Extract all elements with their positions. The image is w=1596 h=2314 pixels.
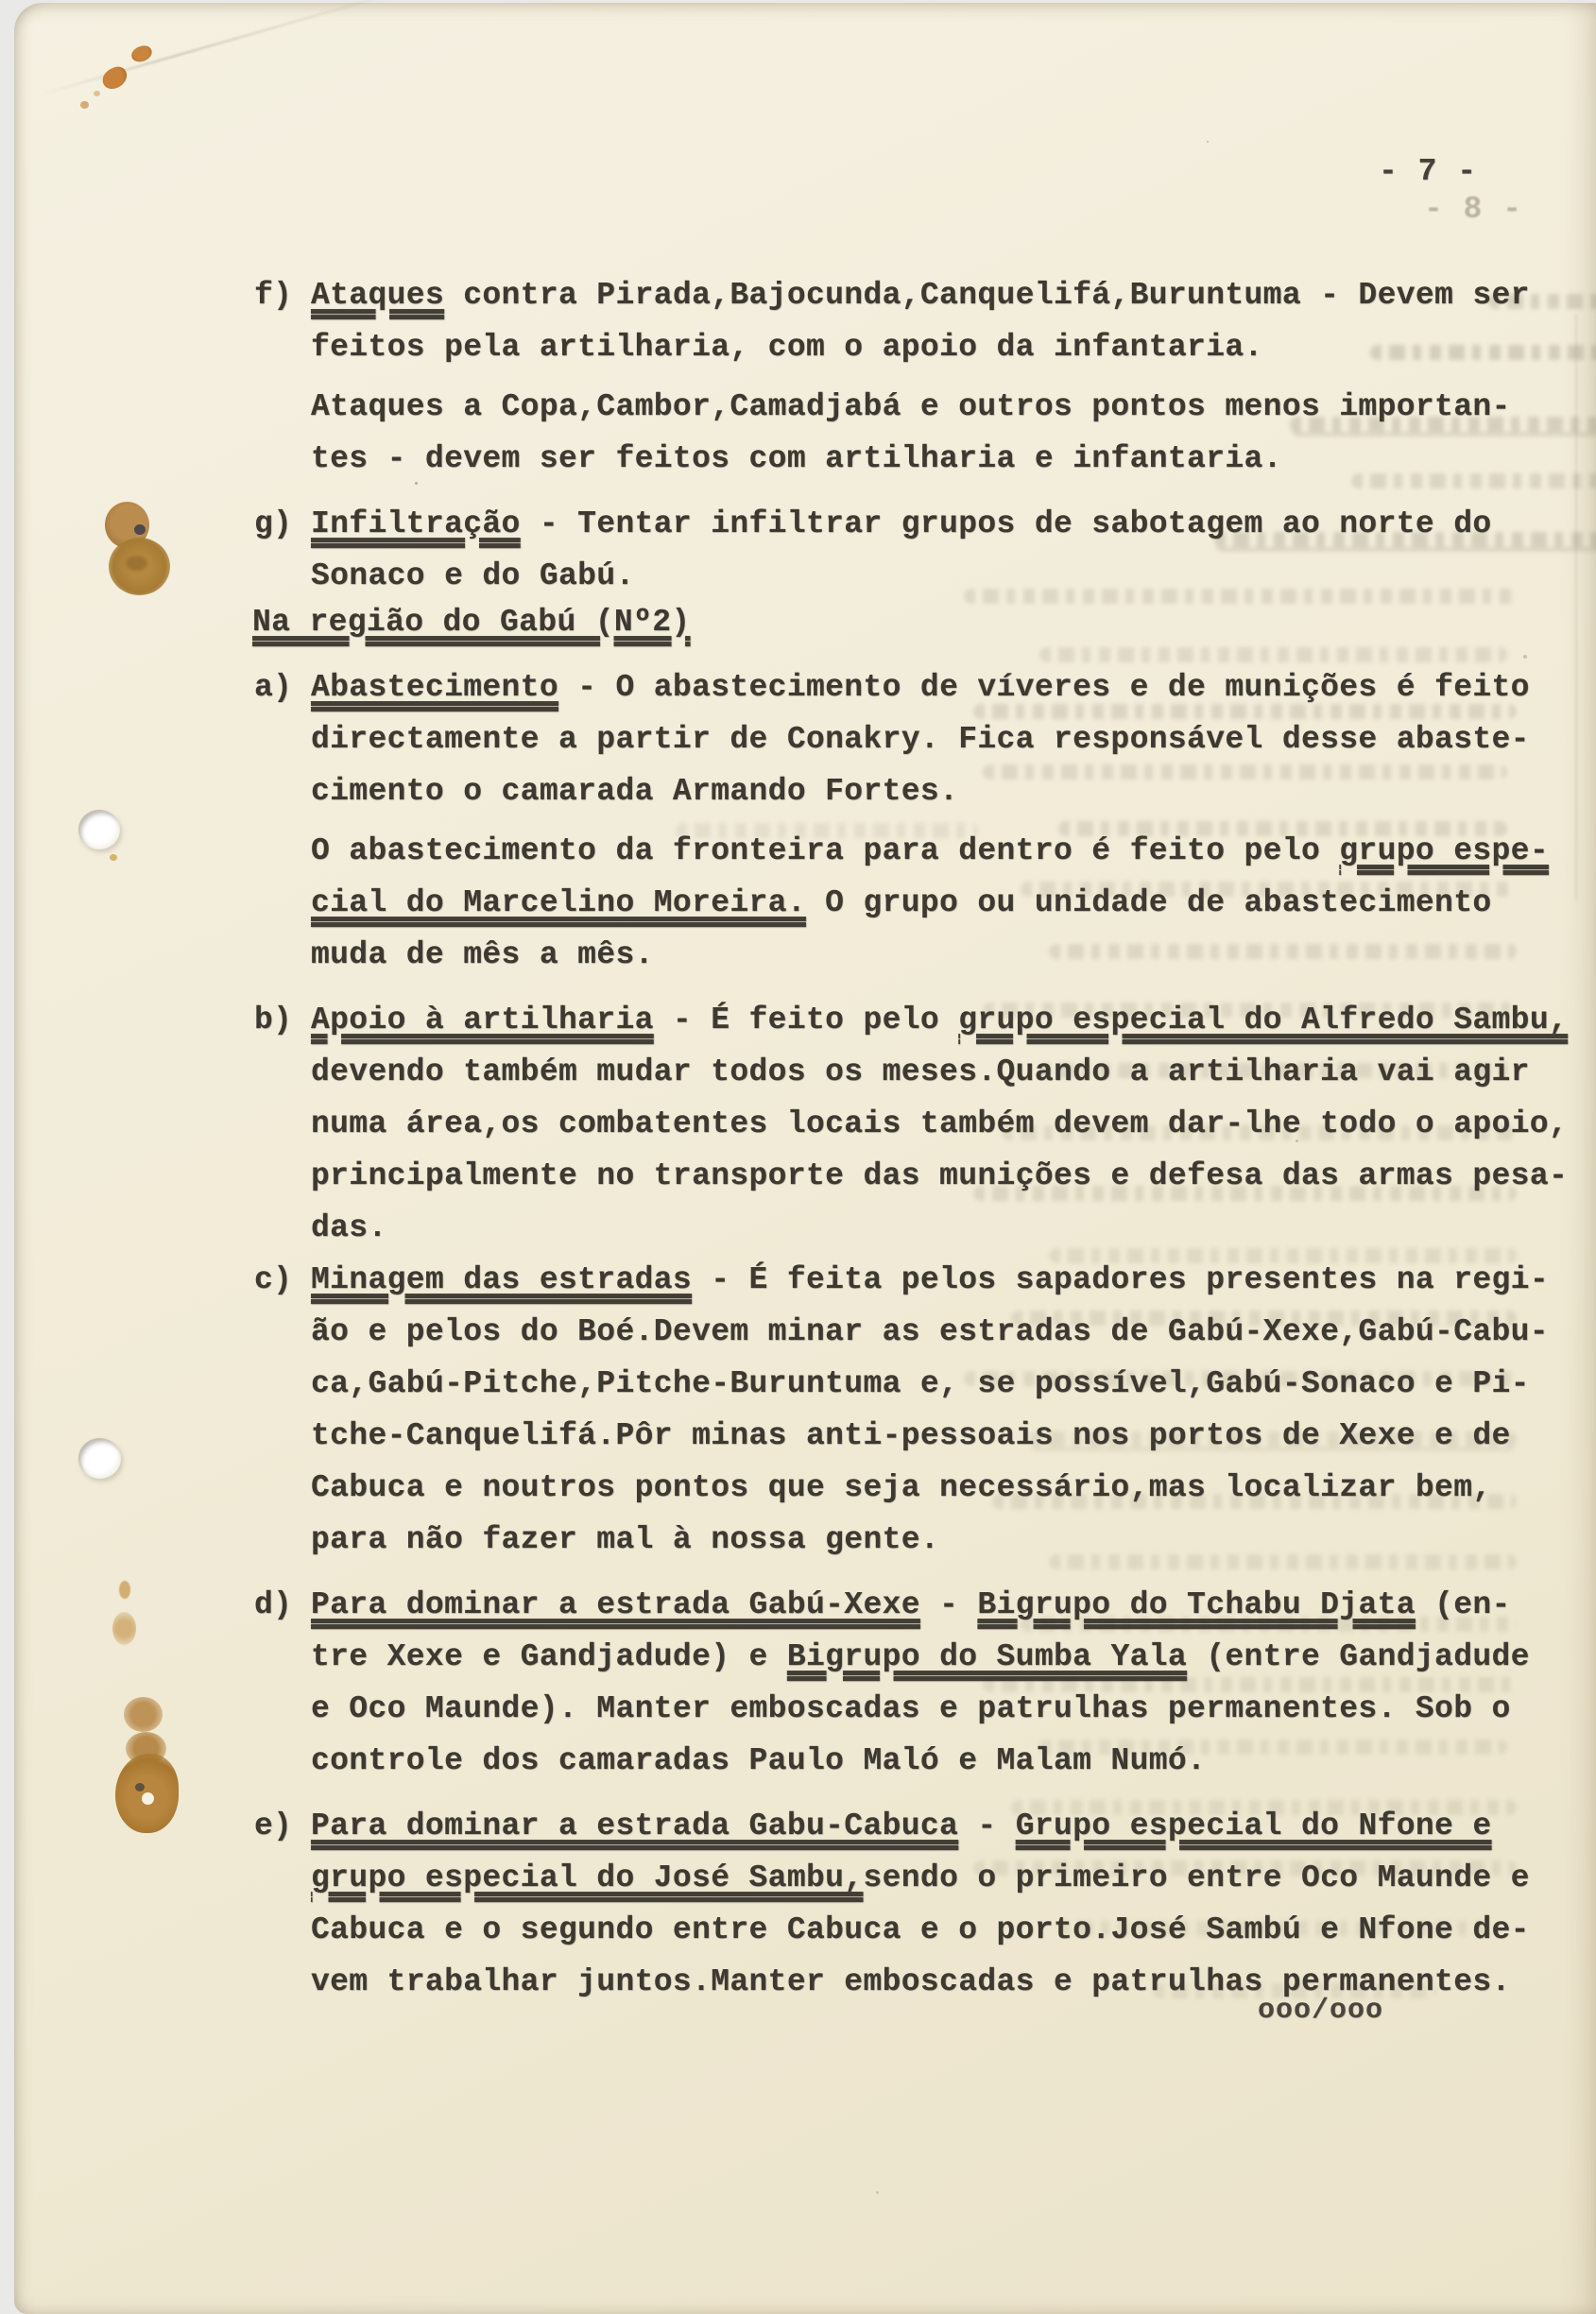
text-line bbox=[311, 1800, 1594, 1852]
text-line bbox=[311, 1358, 1594, 1410]
item-marker: f) bbox=[254, 278, 293, 313]
underlined-text: Bigrupo do Tchabu Djata bbox=[977, 1587, 1416, 1622]
underlined-text: grupo espe- bbox=[1339, 833, 1549, 868]
text-segment: contra Pirada,Bajocunda,Canquelifá,Buruntuma - Devem ser bbox=[444, 278, 1530, 313]
text-line bbox=[311, 1254, 1594, 1306]
text-segment: - bbox=[958, 1808, 1016, 1843]
text-line bbox=[311, 433, 1594, 485]
text-line bbox=[311, 765, 1594, 817]
text-segment: directamente a partir de Conakry. Fica responsável desse abaste- bbox=[311, 722, 1530, 757]
brown-speck bbox=[119, 1581, 130, 1599]
item-marker: g) bbox=[254, 506, 293, 541]
text-line bbox=[311, 713, 1594, 765]
list-item-b bbox=[252, 994, 1594, 1254]
text-segment: tes - devem ser feitos com artilharia e infantaria. bbox=[311, 441, 1282, 476]
list-item-c bbox=[252, 1254, 1594, 1566]
text-line bbox=[311, 929, 1594, 981]
text-segment: tche-Canquelifá.Pôr minas anti-pessoais nos portos de Xexe e de bbox=[311, 1418, 1511, 1453]
text-segment: - É feito pelo bbox=[653, 1003, 959, 1037]
rust-speck bbox=[94, 91, 100, 96]
text-line bbox=[311, 1202, 1594, 1254]
document-body bbox=[252, 269, 1594, 2008]
dark-speck bbox=[134, 524, 146, 535]
text-segment: das. bbox=[311, 1210, 387, 1245]
text-line bbox=[311, 1410, 1594, 1462]
text-segment: devendo também mudar todos os meses.Quando a artilharia vai agir bbox=[311, 1054, 1530, 1089]
stain-core bbox=[126, 556, 147, 571]
underlined-text: grupo especial do José Sambu, bbox=[311, 1860, 864, 1895]
text-segment: numa área,os combatentes locais também devem dar-lhe todo o apoio, bbox=[311, 1106, 1569, 1141]
text-line bbox=[311, 498, 1594, 550]
text-segment: (entre Gandjadude bbox=[1187, 1639, 1530, 1674]
text-segment: O grupo ou unidade de abastecimento bbox=[805, 885, 1492, 920]
underlined-text: grupo especial do Alfredo Sambu, bbox=[958, 1003, 1569, 1037]
text-segment: ca,Gabú-Pitche,Pitche-Buruntuma e, se possível,Gabú-Sonaco e Pi- bbox=[311, 1366, 1530, 1401]
dark-speck bbox=[135, 1783, 145, 1791]
brown-speck bbox=[112, 1612, 136, 1645]
continuation-mark: ooo/ooo bbox=[1258, 1995, 1384, 2027]
underlined-text: Infiltração bbox=[311, 506, 521, 541]
brown-stain bbox=[124, 1697, 163, 1732]
item-marker: b) bbox=[254, 1003, 293, 1037]
text-line bbox=[311, 877, 1594, 929]
text-segment: ão e pelos do Boé.Devem minar as estradas de Gabú-Xexe,Gabú-Cabu- bbox=[311, 1314, 1549, 1349]
text-segment: - bbox=[919, 1587, 978, 1622]
dust-speck bbox=[876, 2191, 879, 2194]
list-item-g bbox=[252, 498, 1594, 602]
white-speck bbox=[142, 1792, 154, 1805]
list-item-e bbox=[252, 1800, 1594, 2008]
text-line bbox=[311, 321, 1594, 373]
list-item-d bbox=[252, 1579, 1594, 1787]
underlined-text: Na região do Gabú (Nº2) bbox=[252, 605, 691, 640]
text-segment: Cabuca e o segundo entre Cabuca e o porto.José Sambú e Nfone de- bbox=[311, 1912, 1530, 1947]
text-line bbox=[311, 269, 1594, 321]
text-line bbox=[311, 1579, 1594, 1631]
text-line bbox=[311, 1735, 1594, 1787]
underlined-text: Abastecimento bbox=[311, 670, 558, 705]
text-line bbox=[252, 596, 1594, 648]
text-segment: - É feita pelos sapadores presentes na regi- bbox=[692, 1262, 1549, 1297]
underlined-text: Apoio à artilharia bbox=[311, 1003, 654, 1037]
item-marker: d) bbox=[254, 1587, 293, 1622]
text-line bbox=[311, 550, 1594, 602]
text-line bbox=[311, 1631, 1594, 1683]
text-segment: principalmente no transporte das munições e defesa das armas pesa- bbox=[311, 1158, 1569, 1193]
text-line bbox=[311, 1150, 1594, 1202]
underlined-text: Para dominar a estrada Gabú-Xexe bbox=[311, 1587, 920, 1622]
text-line bbox=[311, 1462, 1594, 1514]
punch-hole bbox=[78, 1438, 121, 1479]
text-line bbox=[311, 381, 1594, 433]
text-line bbox=[311, 661, 1594, 713]
item-marker: e) bbox=[254, 1808, 293, 1843]
text-line bbox=[311, 1306, 1594, 1358]
text-segment: (en- bbox=[1415, 1587, 1511, 1622]
underlined-text: cial do Marcelino Moreira. bbox=[311, 885, 806, 920]
text-segment: para não fazer mal à nossa gente. bbox=[311, 1522, 940, 1557]
text-line bbox=[311, 825, 1594, 877]
text-line bbox=[311, 1683, 1594, 1735]
page-number: - 7 - bbox=[1379, 154, 1478, 189]
underlined-text: Ataques bbox=[311, 278, 445, 313]
underlined-text: Grupo especial do Nfone e bbox=[1015, 1808, 1492, 1843]
text-line bbox=[311, 1956, 1594, 2008]
text-segment: feitos pela artilharia, com o apoio da infantaria. bbox=[311, 330, 1263, 365]
underlined-text: Bigrupo do Sumba Yala bbox=[786, 1639, 1188, 1674]
item-marker: a) bbox=[254, 670, 293, 705]
text-line bbox=[311, 1046, 1594, 1098]
text-line bbox=[311, 1098, 1594, 1150]
text-segment: sendo o primeiro entre Oco Maunde e bbox=[863, 1860, 1530, 1895]
text-segment: cimento o camarada Armando Fortes. bbox=[311, 774, 959, 809]
text-line bbox=[311, 1904, 1594, 1956]
dust-speck bbox=[1207, 141, 1209, 143]
text-segment: vem trabalhar juntos.Manter emboscadas e patrulhas permanentes. bbox=[311, 1964, 1511, 1999]
text-segment: - Tentar infiltrar grupos de sabotagem ao norte do bbox=[520, 506, 1492, 541]
section-heading bbox=[252, 596, 1594, 648]
rust-speck bbox=[80, 101, 89, 109]
rust-speck bbox=[110, 854, 117, 861]
list-item-f bbox=[252, 269, 1594, 485]
underlined-text: Minagem das estradas bbox=[311, 1262, 693, 1297]
text-segment: Sonaco e do Gabú. bbox=[311, 558, 635, 593]
item-marker: c) bbox=[254, 1262, 293, 1297]
underlined-text: Para dominar a estrada Gabu-Cabuca bbox=[311, 1808, 959, 1843]
text-segment: - O abastecimento de víveres e de munições é feito bbox=[558, 670, 1530, 705]
text-segment: Ataques a Copa,Cambor,Camadjabá e outros pontos menos importan- bbox=[311, 389, 1511, 424]
text-line bbox=[311, 994, 1594, 1046]
rust-stain bbox=[99, 63, 130, 93]
text-segment: O abastecimento da fronteira para dentro é feito pelo bbox=[311, 833, 1340, 868]
text-segment: controle dos camaradas Paulo Maló e Malam Numó. bbox=[311, 1743, 1207, 1778]
bleedthrough-page-number: - 8 - bbox=[1423, 192, 1522, 227]
fold-crease bbox=[41, 0, 414, 95]
punch-hole bbox=[78, 810, 120, 849]
text-line bbox=[311, 1852, 1594, 1904]
text-segment: muda de mês a mês. bbox=[311, 937, 654, 972]
paper-sheet bbox=[14, 3, 1596, 2314]
text-segment: e Oco Maunde). Manter emboscadas e patrulhas permanentes. Sob o bbox=[311, 1691, 1511, 1726]
list-item-a bbox=[252, 661, 1594, 981]
text-line bbox=[311, 1514, 1594, 1566]
text-segment: Cabuca e noutros pontos que seja necessário,mas localizar bem, bbox=[311, 1470, 1492, 1505]
text-segment: tre Xexe e Gandjadude) e bbox=[311, 1639, 787, 1674]
